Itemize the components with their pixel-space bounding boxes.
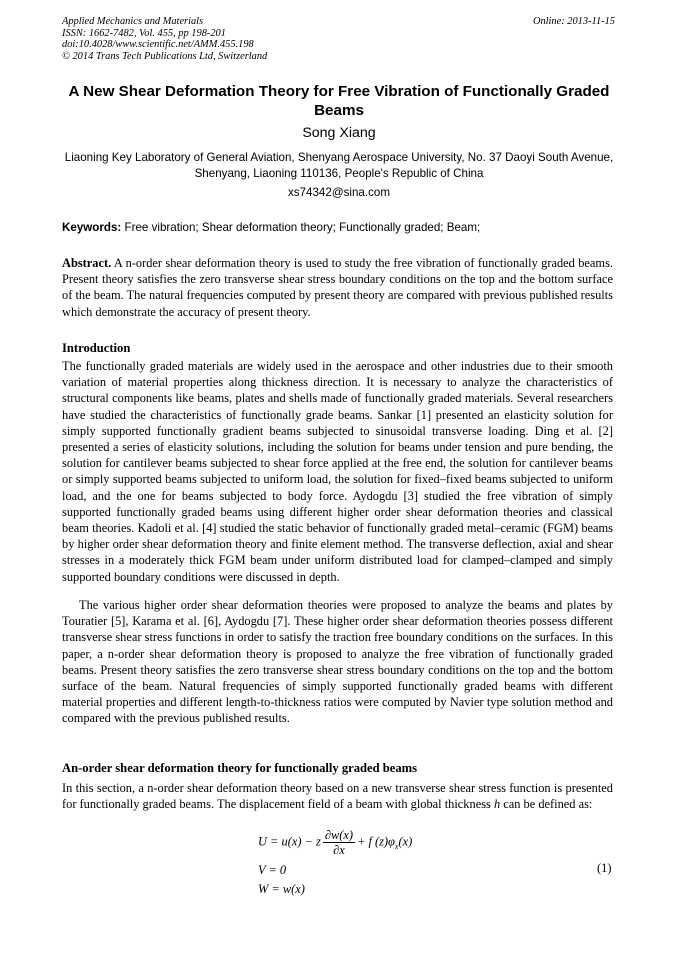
doi: doi:10.4028/www.scientific.net/AMM.455.198 xyxy=(62,39,254,51)
keywords-text: Free vibration; Shear deformation theory; Functionally graded; Beam; xyxy=(124,221,481,234)
equation-line-v: V = 0 xyxy=(258,863,287,877)
abstract-label: Abstract. xyxy=(62,256,112,270)
author-name: Song Xiang xyxy=(302,125,376,141)
section-paragraph xyxy=(62,780,613,812)
equation-number: (1) xyxy=(597,861,612,875)
introduction-heading: Introduction xyxy=(62,341,131,355)
abstract-text: A n-order shear deformation theory is used to study the free vibration of functionally graded beams. Present theory satisfies the zero transverse shear stress boundary conditions on the top and the bottom surface of the beam. The natural frequencies computed by present theory are compared with previous published results which demonstrate the accuracy of present theory. xyxy=(62,256,613,319)
section-text-after: can be defined as: xyxy=(503,797,593,812)
section-text-before: In this section, a n-order shear deformation theory based on a new transverse shear stress function is presented for functionally graded beams. The displacement field of a beam with global thickness xyxy=(62,781,613,812)
introduction-paragraph-1: The functionally graded materials are widely used in the aerospace and other industries due to their smooth variation of material properties along thickness direction. It is necessary to analyze the characteristics of structural components like beams, plates and shells made of functionally graded materials. Several researchers have studied the characteristics of functionally grade beams. Sankar [1] presented an elasticity solution for simply supported functionally gradient beams subjected to sinusoidal transverse loading. Ding et al. [2] presented a series of elasticity solutions, including the solution for beams under tension and pure bending, the solution for cantilever beams subjected to shear force applied at the free end, the solution for cantilever beams or simply supported beams subjected to uniform load, the solution for fixed–fixed beams subjected to uniform load, and the one for beams subjected to body force. Aydogdu [3] studied the free vibration of simply supported functionally graded beams using different higher order shear deformation theories and classical beam theories. Kadoli et al. [4] studied the static behavior of functionally graded metal–ceramic (FGM) beams by higher order shear deformation theory and finite element method. The transverse deflection, axial and shear stresses in a moderately thick FGM beam under uniform distributed load for clamped–clamped and simply supported boundary conditions were discussed in depth. xyxy=(62,359,613,584)
equation-line-w: W = w(x) xyxy=(258,882,305,896)
eq-fraction-denominator: ∂x xyxy=(333,843,345,857)
keywords xyxy=(62,220,616,236)
eq-u-end: (x) xyxy=(398,834,413,849)
abstract xyxy=(62,255,613,320)
eq-fraction-numerator: ∂w(x) xyxy=(324,828,353,842)
affiliation: Liaoning Key Laboratory of General Aviation, Shenyang Aerospace University, No. 37 Daoyi South Avenue, Shenyang, Liaoning 110136, People's Republic of China xyxy=(64,151,614,180)
eq-u-subscript: x xyxy=(394,841,399,851)
copyright: © 2014 Trans Tech Publications Ltd, Switzerland xyxy=(62,50,268,62)
journal-header xyxy=(62,16,267,62)
eq-u-lhs: U = u(x) − z xyxy=(258,834,321,849)
equation-line-u xyxy=(258,828,458,860)
thickness-variable: h xyxy=(493,797,501,812)
paper-title: A New Shear Deformation Theory for Free Vibration of Functionally Graded Beams xyxy=(68,83,610,119)
journal-name: Applied Mechanics and Materials xyxy=(62,16,204,27)
keywords-label: Keywords: xyxy=(62,221,122,234)
online-date: Online: 2013-11-15 xyxy=(532,16,615,27)
introduction-paragraph-2: The various higher order shear deformation theories were proposed to analyze the beams and plates by Touratier [5], Karama et al. [6], Aydogdu [7]. These higher order shear deformation theories possess different transverse shear stress functions in order to satisfy the traction free boundary conditions on the surfaces. In this paper, a n-order shear deformation theory is proposed to analyze the free vibration of functionally graded beams. Present theory satisfies the zero transverse shear stress boundary conditions on the top and the bottom surface of the beam. Natural frequencies of simply supported functionally graded beams with different material properties and different length-to-thickness ratios were computed by Navier type solution method and compared with the previous published results. xyxy=(62,598,613,726)
eq-u-rhs: + f (z)φ xyxy=(356,834,395,849)
author-email: xs74342@sina.com xyxy=(288,186,390,199)
eq-fraction xyxy=(323,828,355,857)
issn: ISSN: 1662-7482, Vol. 455, pp 198-201 xyxy=(62,27,226,39)
equation-1 xyxy=(258,828,458,897)
section-heading: An-order shear deformation theory for functionally graded beams xyxy=(62,761,418,775)
